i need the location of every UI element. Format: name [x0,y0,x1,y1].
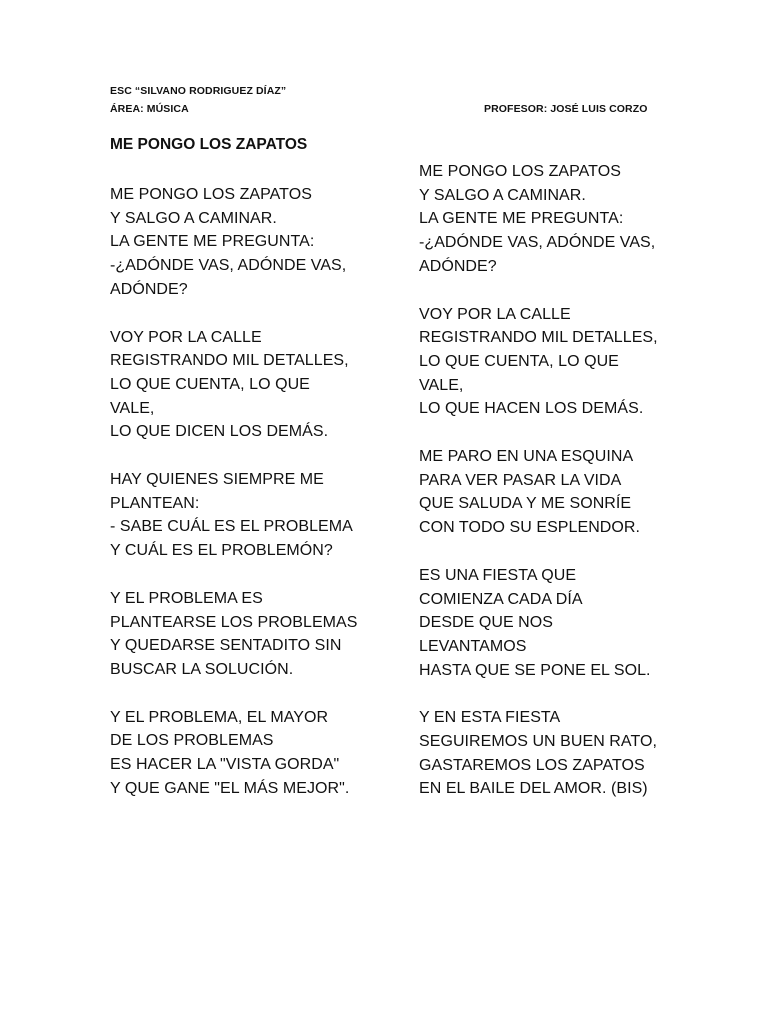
lyric-line: Y QUEDARSE SENTADITO SIN [110,637,342,655]
lyric-line: LA GENTE ME PREGUNTA: [110,233,315,251]
stanza [110,183,380,302]
teacher-name: PROFESOR: JOSÉ LUIS CORZO [484,103,648,115]
subject-area: ÁREA: MÚSICA [110,103,189,115]
lyric-line: DE LOS PROBLEMAS [110,732,274,750]
lyric-line: -¿ADÓNDE VAS, ADÓNDE VAS, [419,234,656,252]
lyric-line: Y EL PROBLEMA ES [110,589,263,607]
lyric-line: DESDE QUE NOS [419,614,554,632]
stanza [419,564,689,683]
lyric-line: VOY POR LA CALLE [110,328,262,346]
lyric-line: PLANTEAN: [110,494,200,512]
lyric-line: VOY POR LA CALLE [419,305,571,323]
lyric-line: SEGUIREMOS UN BUEN RATO, [419,733,657,751]
lyric-line: REGISTRANDO MIL DETALLES, [110,352,349,370]
stanza [419,706,689,801]
lyric-line: ES HACER LA "VISTA GORDA" [110,756,340,774]
lyric-line: Y EN ESTA FIESTA [419,709,561,727]
lyric-line: LO QUE DICEN LOS DEMÁS. [110,423,329,441]
lyric-line: Y CUÁL ES EL PROBLEMÓN? [110,542,333,560]
stanza [110,326,380,445]
lyric-line: PLANTEARSE LOS PROBLEMAS [110,613,358,631]
lyric-line: BUSCAR LA SOLUCIÓN. [110,660,294,678]
lyric-line: HAY QUIENES SIEMPRE ME [110,471,324,489]
stanza [110,587,380,682]
lyrics-column-right [419,160,689,825]
lyric-line: GASTAREMOS LOS ZAPATOS [419,756,645,774]
school-name: ESC “SILVANO RODRIGUEZ DÍAZ” [110,85,287,97]
stanza [110,706,380,801]
lyric-line: ME PONGO LOS ZAPATOS [110,186,312,203]
song-title: ME PONGO LOS ZAPATOS [110,136,308,153]
stanza [419,160,689,279]
stanza [110,468,380,563]
lyric-line: VALE, [110,399,155,417]
lyric-line: REGISTRANDO MIL DETALLES, [419,329,658,347]
lyric-line: ES UNA FIESTA QUE [419,566,577,584]
lyric-line: QUE SALUDA Y ME SONRÍE [419,495,632,513]
lyric-line: LO QUE CUENTA, LO QUE [110,375,310,393]
lyric-line: Y SALGO A CAMINAR. [110,209,277,227]
lyric-line: LEVANTAMOS [419,637,527,655]
lyric-line: Y QUE GANE "EL MÁS MEJOR". [110,779,350,797]
lyric-line: ME PARO EN UNA ESQUINA [419,448,634,466]
lyrics-column-left [110,183,380,824]
lyric-line: LA GENTE ME PREGUNTA: [419,210,624,228]
lyric-line: -¿ADÓNDE VAS, ADÓNDE VAS, [110,257,347,275]
lyric-line: ADÓNDE? [110,280,188,298]
lyric-line: ADÓNDE? [419,257,497,275]
lyric-line: CON TODO SU ESPLENDOR. [419,519,640,537]
lyric-line: VALE, [419,376,464,394]
lyric-line: EN EL BAILE DEL AMOR. (BIS) [419,780,648,798]
stanza [419,445,689,540]
lyric-line: - SABE CUÁL ES EL PROBLEMA [110,518,353,536]
stanza [419,303,689,422]
lyric-line: LO QUE CUENTA, LO QUE [419,352,619,370]
lyric-line: HASTA QUE SE PONE EL SOL. [419,661,651,679]
lyric-line: Y SALGO A CAMINAR. [419,186,586,204]
lyric-line: LO QUE HACEN LOS DEMÁS. [419,400,644,418]
lyric-line: Y EL PROBLEMA, EL MAYOR [110,708,329,726]
lyric-line: COMIENZA CADA DÍA [419,590,583,608]
lyric-line: PARA VER PASAR LA VIDA [419,471,622,489]
lyric-line: ME PONGO LOS ZAPATOS [419,163,621,180]
